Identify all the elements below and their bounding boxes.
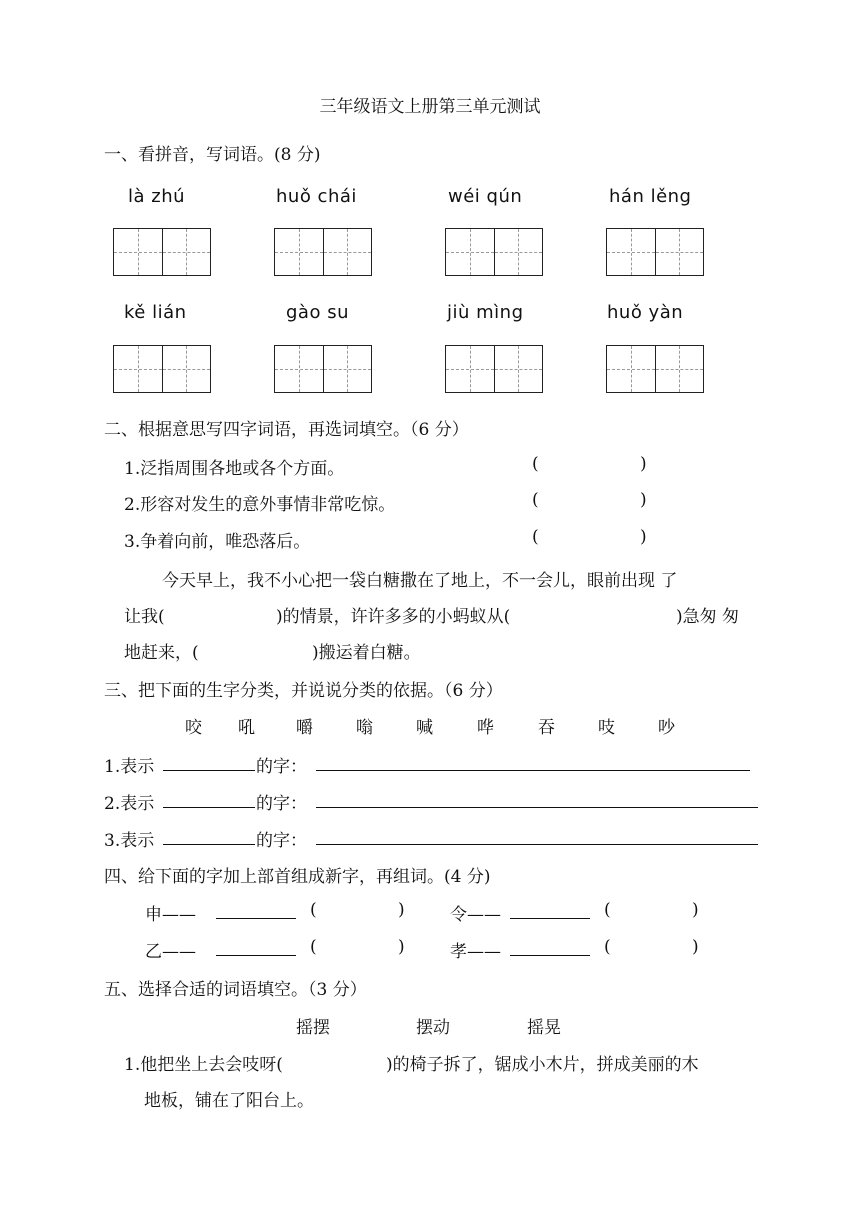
paren-close: ) — [640, 527, 647, 547]
char-2: 吼 — [238, 718, 255, 738]
answer-line[interactable] — [316, 807, 758, 808]
s3-item-mid: 的字： — [256, 794, 307, 814]
section3-heading: 三、把下面的生字分类，并说说分类的依据。（6 分） — [104, 681, 503, 701]
option-2: 摆动 — [416, 1018, 450, 1038]
char-7: 吞 — [538, 718, 555, 738]
s3-item-mid: 的字： — [256, 757, 307, 777]
blank-line[interactable] — [216, 918, 296, 919]
paren-close: ) — [640, 454, 647, 474]
blank-line[interactable] — [163, 807, 255, 808]
page-title: 三年级语文上册第三单元测试 — [319, 97, 541, 117]
blank-line[interactable] — [510, 918, 590, 919]
s3-item-mid: 的字： — [256, 831, 307, 851]
s2-paragraph-line3a: 地赶来，( — [124, 643, 199, 663]
pinyin-5: kě lián — [124, 302, 187, 323]
writing-grid[interactable] — [445, 228, 543, 276]
pinyin-2: huǒ chái — [276, 186, 357, 207]
pinyin-3: wéi qún — [448, 186, 523, 207]
pinyin-8: huǒ yàn — [607, 302, 684, 323]
paren-close: ) — [692, 900, 699, 920]
char-3: 嚼 — [296, 718, 313, 738]
s5-q1-line2: 地板，铺在了阳台上。 — [144, 1091, 314, 1111]
char-9: 吵 — [658, 718, 675, 738]
s3-item-3-prefix: 3.表示 — [104, 831, 155, 851]
s4-row2-b: 孝—— — [450, 942, 501, 962]
s2-paragraph-line2b: )的情景，许许多多的小蚂蚁从( — [276, 607, 511, 627]
char-4: 嗡 — [356, 718, 373, 738]
paren-close: ) — [640, 490, 647, 510]
blank-line[interactable] — [163, 844, 255, 845]
paren-open: ( — [310, 900, 317, 920]
s2-item-3: 3.争着向前，唯恐落后。 — [124, 532, 311, 552]
writing-grid[interactable] — [274, 345, 372, 393]
pinyin-7: jiù mìng — [447, 302, 524, 323]
paren-open: ( — [532, 490, 539, 510]
writing-grid[interactable] — [445, 345, 543, 393]
s2-paragraph-line3b: )搬运着白糖。 — [312, 643, 421, 663]
section2-heading: 二、根据意思写四字词语，再选词填空。（6 分） — [104, 420, 469, 440]
s2-paragraph-line2c: )急匆 匆 — [676, 607, 740, 627]
s5-q1-b: )的椅子拆了，锯成小木片，拼成美丽的木 — [386, 1055, 699, 1075]
writing-grid[interactable] — [606, 345, 704, 393]
blank-line[interactable] — [163, 770, 255, 771]
s4-row1-a: 申—— — [145, 905, 196, 925]
section4-heading: 四、给下面的字加上部首组成新字，再组词。(4 分) — [104, 867, 491, 887]
s2-paragraph-line1: 今天早上，我不小心把一袋白糖撒在了地上，不一会儿，眼前出现 了 — [162, 571, 678, 591]
s2-paragraph-line2a: 让我( — [124, 607, 165, 627]
writing-grid[interactable] — [274, 228, 372, 276]
paren-open: ( — [604, 937, 611, 957]
writing-grid[interactable] — [113, 345, 211, 393]
paren-open: ( — [310, 937, 317, 957]
writing-grid[interactable] — [113, 228, 211, 276]
s2-item-1: 1.泛指周围各地或各个方面。 — [124, 459, 345, 479]
answer-line[interactable] — [316, 844, 758, 845]
s3-item-2-prefix: 2.表示 — [104, 794, 155, 814]
answer-line[interactable] — [316, 770, 750, 771]
paren-open: ( — [532, 454, 539, 474]
blank-line[interactable] — [216, 955, 296, 956]
char-6: 哗 — [477, 718, 494, 738]
s2-item-2: 2.形容对发生的意外事情非常吃惊。 — [124, 495, 396, 515]
option-3: 摇晃 — [527, 1018, 561, 1038]
option-1: 摇摆 — [296, 1018, 330, 1038]
s3-item-1-prefix: 1.表示 — [104, 757, 155, 777]
section5-heading: 五、选择合适的词语填空。（3 分） — [104, 980, 367, 1000]
char-8: 吱 — [598, 718, 615, 738]
s5-q1-a: 1.他把坐上去会吱呀( — [124, 1055, 283, 1075]
paren-open: ( — [532, 527, 539, 547]
s4-row2-a: 乙—— — [145, 942, 196, 962]
writing-grid[interactable] — [606, 228, 704, 276]
paren-open: ( — [604, 900, 611, 920]
pinyin-1: là zhú — [128, 186, 186, 207]
blank-line[interactable] — [510, 955, 590, 956]
s4-row1-b: 令—— — [450, 905, 501, 925]
pinyin-4: hán lěng — [609, 186, 692, 207]
char-1: 咬 — [185, 718, 202, 738]
section1-heading: 一、看拼音，写词语。(8 分) — [104, 145, 321, 165]
char-5: 喊 — [416, 718, 433, 738]
paren-close: ) — [398, 900, 405, 920]
paren-close: ) — [692, 937, 699, 957]
paren-close: ) — [398, 937, 405, 957]
pinyin-6: gào su — [286, 302, 349, 323]
